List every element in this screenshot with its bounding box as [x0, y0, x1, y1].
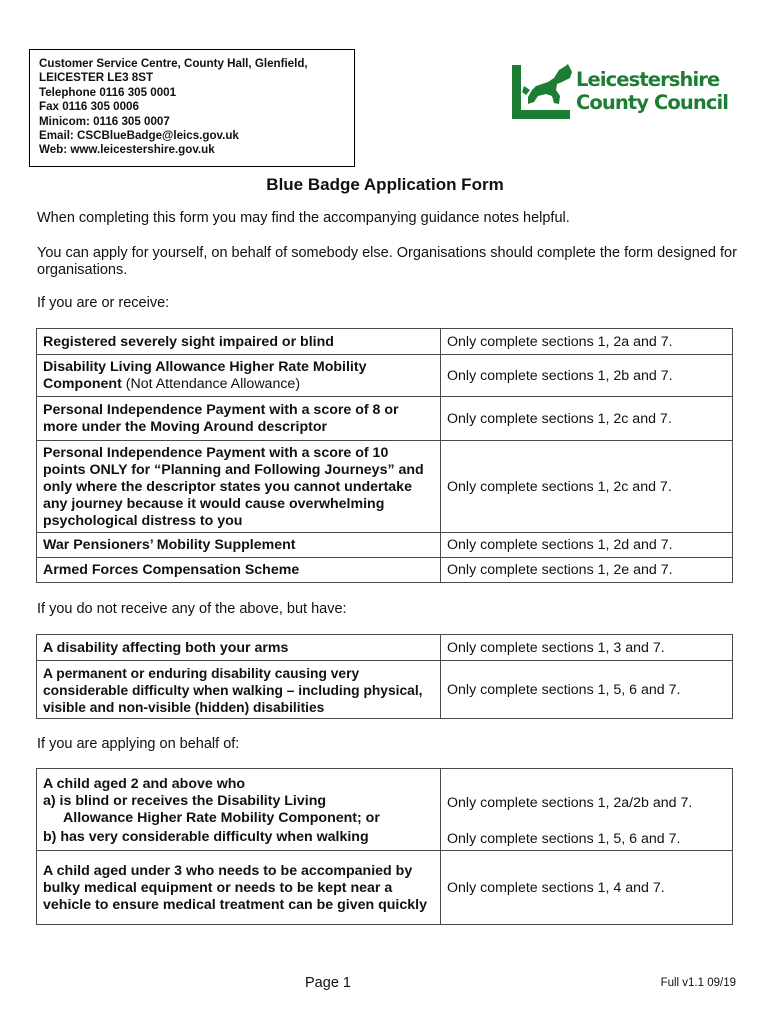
form-version: Full v1.1 09/19 [660, 977, 736, 989]
benefits-table [36, 328, 733, 583]
contact-line-postcode: LEICESTER LE3 8ST [39, 71, 154, 85]
intro-apply-text: You can apply for yourself, on behalf of somebody else. Organisations should complete the form designed for organisations. [37, 245, 737, 278]
sections-cell: Only complete sections 1, 2b and 7. [441, 355, 733, 397]
contact-details-box [29, 49, 355, 167]
table-row [37, 635, 733, 661]
child-criterion-a-continued: Allowance Higher Rate Mobility Component; or [63, 809, 380, 826]
disability-table [36, 634, 733, 719]
page-title: Blue Badge Application Form [266, 175, 504, 194]
table-row [37, 355, 733, 397]
criterion-cell [37, 769, 441, 851]
criterion-cell: A disability affecting both your arms [37, 635, 441, 661]
intro-guidance-text: When completing this form you may find the accompanying guidance notes helpful. [37, 210, 570, 226]
fox-logo-icon [512, 62, 572, 122]
child-a-sections: Only complete sections 1, 2a/2b and 7. [447, 795, 693, 811]
contact-line-address: Customer Service Centre, County Hall, Glenfield, [39, 57, 308, 70]
sections-cell: Only complete sections 1, 4 and 7. [441, 851, 733, 925]
table-row [37, 397, 733, 441]
table-row [37, 533, 733, 558]
on-behalf-table [36, 768, 733, 925]
sections-cell: Only complete sections 1, 2a and 7. [441, 329, 733, 355]
logo-text-line1: Leicestershire [576, 68, 720, 91]
child-b-sections: Only complete sections 1, 5, 6 and 7. [447, 831, 681, 847]
criterion-cell: Personal Independence Payment with a score of 10 points ONLY for “Planning and Following Journeys” and only where the descriptor states you cannot undertake any journey because it would cause overwhelming psychological distress to you [37, 441, 441, 533]
contact-line-fax: Fax 0116 305 0006 [39, 100, 139, 114]
no-benefit-text: If you do not receive any of the above, but have: [37, 601, 347, 617]
child-criterion-a: a) is blind or receives the Disability Living [43, 792, 327, 809]
intro-receive-text: If you are or receive: [37, 295, 170, 311]
criterion-cell: Registered severely sight impaired or blind [37, 329, 441, 355]
on-behalf-text: If you are applying on behalf of: [37, 736, 240, 752]
criterion-cell: A permanent or enduring disability causing very considerable difficulty when walking – including physical, visible and non-visible (hidden) disabilities [37, 661, 441, 719]
criterion-cell: War Pensioners’ Mobility Supplement [37, 533, 441, 558]
table-row [37, 661, 733, 719]
table-row [37, 769, 733, 851]
criterion-cell [37, 355, 441, 397]
child-heading: A child aged 2 and above who [43, 775, 246, 792]
sections-cell: Only complete sections 1, 2c and 7. [441, 441, 733, 533]
criterion-text: Disability Living Allowance Higher Rate Mobility Component [43, 359, 367, 392]
criterion-note: (Not Attendance Allowance) [121, 376, 301, 392]
sections-cell: Only complete sections 1, 2c and 7. [441, 397, 733, 441]
page-number: Page 1 [305, 975, 351, 991]
table-row [37, 329, 733, 355]
criterion-cell: Armed Forces Compensation Scheme [37, 558, 441, 583]
sections-cell: Only complete sections 1, 3 and 7. [441, 635, 733, 661]
child-criterion-b: b) has very considerable difficulty when walking [43, 828, 369, 845]
table-row [37, 851, 733, 925]
council-logo [512, 62, 736, 122]
table-row [37, 558, 733, 583]
logo-text-line2: County Council [576, 91, 729, 114]
contact-line-minicom: Minicom: 0116 305 0007 [39, 114, 170, 128]
contact-line-telephone: Telephone 0116 305 0001 [39, 85, 177, 99]
sections-cell [441, 769, 733, 851]
contact-line-web: Web: www.leicestershire.gov.uk [39, 143, 215, 157]
sections-cell: Only complete sections 1, 5, 6 and 7. [441, 661, 733, 719]
sections-cell: Only complete sections 1, 2e and 7. [441, 558, 733, 583]
criterion-cell: Personal Independence Payment with a score of 8 or more under the Moving Around descriptor [37, 397, 441, 441]
contact-line-email: Email: CSCBlueBadge@leics.gov.uk [39, 129, 239, 143]
sections-cell: Only complete sections 1, 2d and 7. [441, 533, 733, 558]
table-row [37, 441, 733, 533]
criterion-cell: A child aged under 3 who needs to be accompanied by bulky medical equipment or needs to be kept near a vehicle to ensure medical treatment can be given quickly [37, 851, 441, 925]
